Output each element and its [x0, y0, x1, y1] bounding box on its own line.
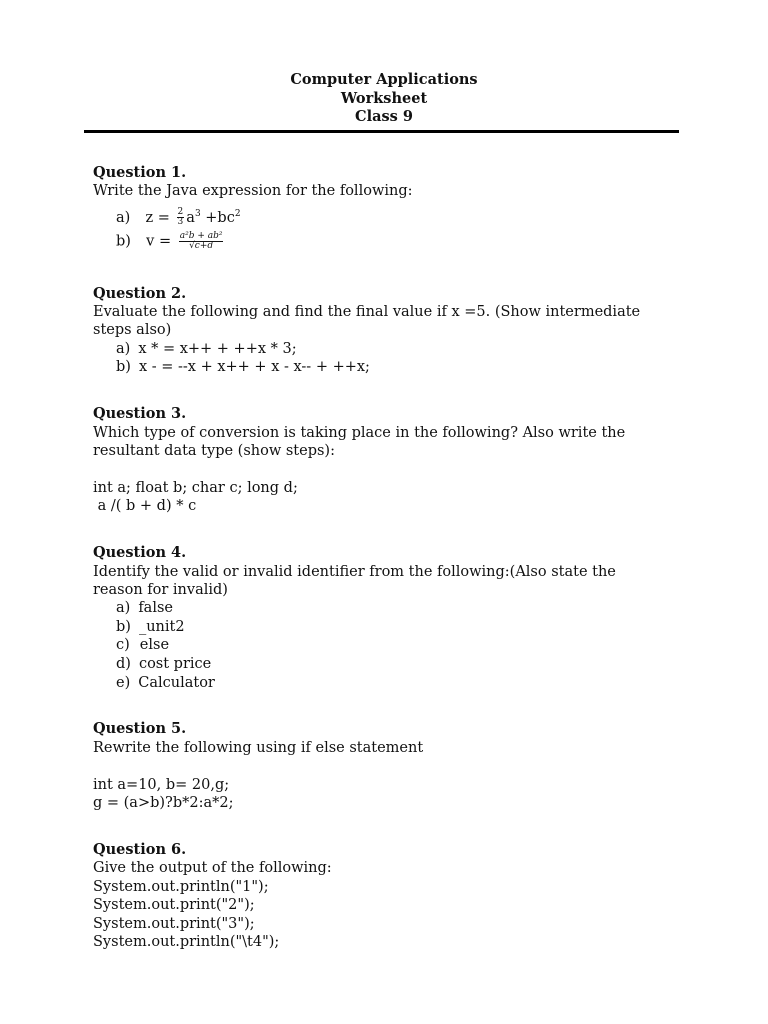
question-6-code-line-4: System.out.println("\t4");	[93, 934, 280, 950]
fraction-denominator: 3	[177, 217, 184, 228]
question-2-prompt-line-1: Evaluate the following and find the final value if x =5. (Show intermediate	[93, 304, 641, 320]
question-3-title: Question 3.	[93, 405, 187, 422]
item-label: b)	[116, 359, 131, 375]
item-label: c)	[116, 637, 130, 653]
item-label: d)	[116, 656, 131, 672]
item-label: a)	[116, 209, 131, 226]
question-2-item-b	[116, 358, 370, 376]
question-5-title: Question 5.	[93, 720, 187, 737]
question-3-code-line-2: a /( b + d) * c	[93, 498, 197, 514]
equation-lhs: z =	[145, 209, 170, 226]
header-doc-type: Worksheet	[340, 89, 428, 107]
question-2-item-a	[116, 340, 297, 358]
question-5-prompt: Rewrite the following using if else statement	[93, 740, 424, 756]
term-bc: +bc	[200, 209, 235, 226]
exponent: 3	[194, 209, 201, 219]
item-text: x * = x++ + ++x * 3;	[138, 341, 297, 357]
question-1-prompt: Write the Java expression for the following:	[93, 183, 413, 199]
question-6-code-line-3: System.out.print("3");	[93, 916, 255, 932]
question-6-code-line-2: System.out.print("2");	[93, 897, 255, 913]
item-text: cost price	[138, 656, 212, 672]
question-5-code-line-1: int a=10, b= 20,g;	[93, 777, 230, 793]
item-text: x - = --x + x++ + x - x-- + ++x;	[138, 359, 370, 375]
question-3-code-line-1: int a; float b; char c; long d;	[93, 480, 298, 496]
question-6-title: Question 6.	[93, 841, 187, 858]
question-4-item-e	[116, 674, 215, 692]
equation-lhs: v =	[146, 233, 172, 250]
item-label: b)	[116, 233, 131, 250]
fraction	[179, 232, 224, 251]
question-6-code-line-1: System.out.println("1");	[93, 879, 269, 895]
fraction-numerator: a²b + ab²	[179, 231, 223, 241]
question-4-item-a	[116, 599, 173, 617]
question-2-prompt-line-2: steps also)	[93, 322, 172, 338]
item-text: _unit2	[138, 619, 185, 635]
question-1-title: Question 1.	[93, 164, 187, 181]
question-4-item-d	[116, 655, 211, 673]
fraction	[177, 208, 185, 227]
question-1-item-a	[116, 205, 241, 227]
item-label: b)	[116, 619, 131, 635]
question-4-item-c	[116, 636, 169, 654]
item-label: a)	[116, 341, 131, 357]
header-divider	[84, 130, 679, 133]
item-label: a)	[116, 600, 131, 616]
question-4-title: Question 4.	[93, 544, 187, 561]
worksheet-header	[0, 71, 768, 127]
fraction-denominator: √c+d	[179, 241, 224, 251]
question-3-prompt-line-2: resultant data type (show steps):	[93, 443, 335, 459]
header-class: Class 9	[355, 108, 413, 125]
item-text: else	[139, 637, 170, 653]
question-6-prompt: Give the output of the following:	[93, 860, 332, 876]
item-text: Calculator	[138, 675, 215, 691]
fraction-numerator: 2	[177, 207, 184, 218]
header-subject: Computer Applications	[290, 71, 478, 88]
term-a: a	[186, 209, 195, 226]
exponent: 2	[234, 209, 241, 219]
item-label: e)	[116, 675, 131, 691]
item-text: false	[138, 600, 173, 616]
question-5-code-line-2: g = (a>b)?b*2:a*2;	[93, 795, 234, 811]
question-3-prompt-line-1: Which type of conversion is taking place in the following? Also write the	[93, 425, 626, 441]
question-4-prompt-line-2: reason for invalid)	[93, 582, 228, 598]
question-4-prompt-line-1: Identify the valid or invalid identifier from the following:(Also state the	[93, 564, 616, 580]
question-1-item-b	[116, 232, 223, 251]
question-4-item-b	[116, 618, 185, 636]
question-2-title: Question 2.	[93, 285, 187, 302]
